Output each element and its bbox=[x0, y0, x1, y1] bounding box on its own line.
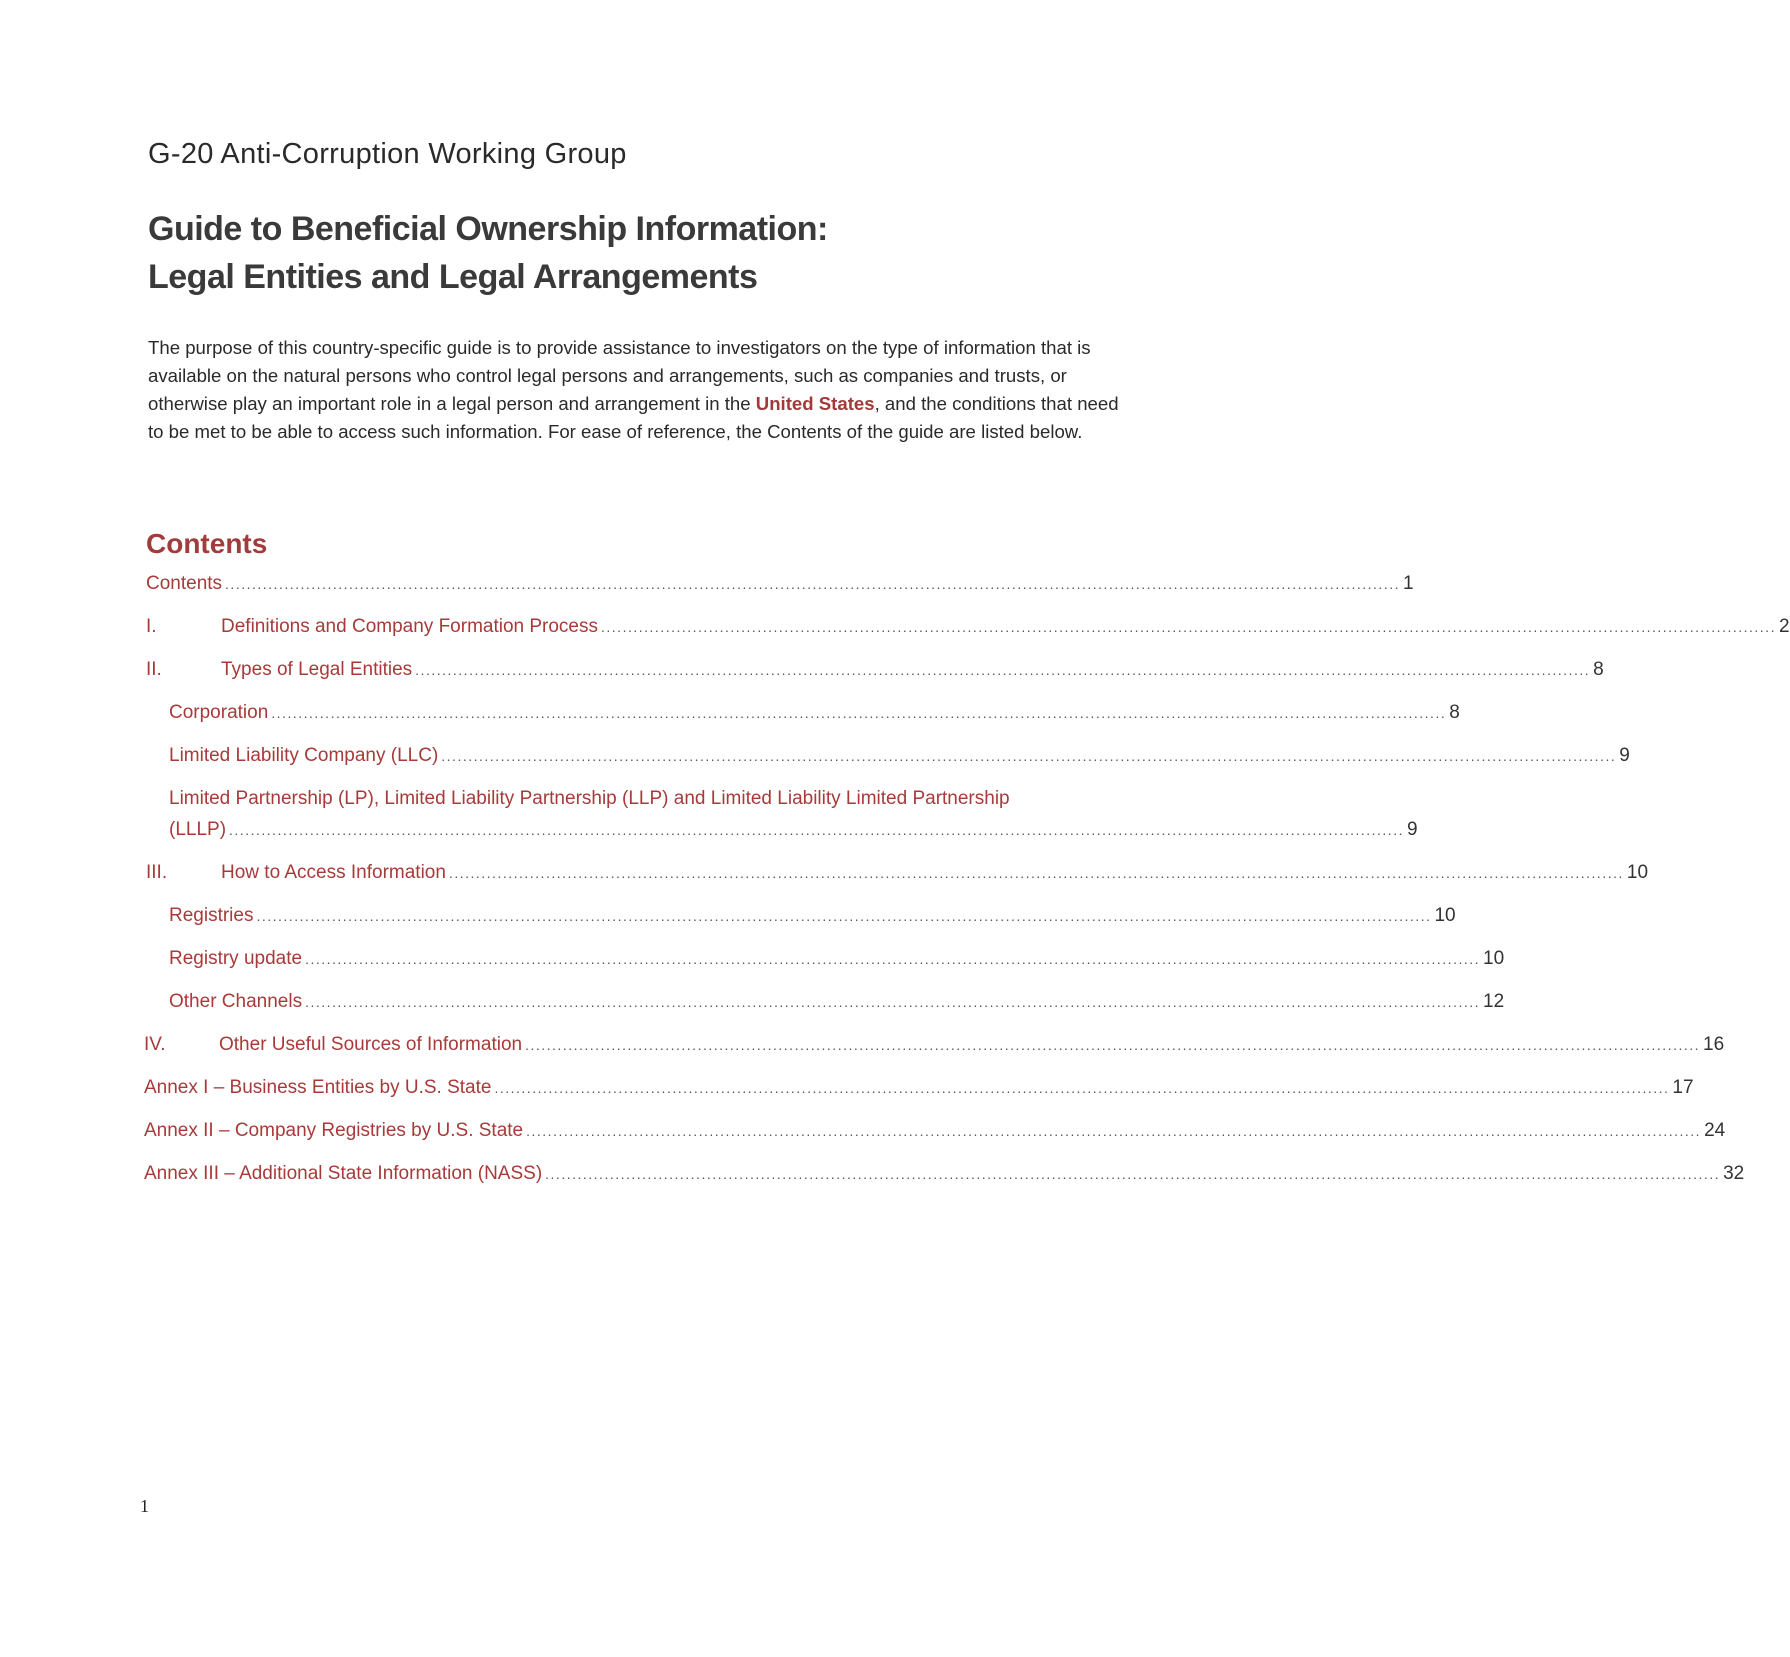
toc-entry-how-to-access[interactable] bbox=[146, 862, 1649, 890]
toc-entry-page: 2 bbox=[1778, 616, 1790, 637]
toc-entry-label: Other Channels bbox=[169, 991, 303, 1012]
toc-entry-page: 10 bbox=[1434, 905, 1456, 926]
toc-entry-label: Limited Liability Company (LLC) bbox=[169, 745, 439, 766]
toc-entry-annex-3[interactable] bbox=[144, 1163, 1745, 1191]
toc-dot-leader: .......................................................................................................................................................................................................................... bbox=[225, 576, 1400, 592]
toc-entry-label: Contents bbox=[146, 573, 223, 594]
toc-entry-page: 16 bbox=[1703, 1034, 1725, 1055]
toc-entry-contents[interactable] bbox=[146, 573, 1414, 601]
working-group-heading: G-20 Anti-Corruption Working Group bbox=[148, 138, 627, 170]
toc-entry-page: 8 bbox=[1449, 702, 1460, 723]
toc-entry-page: 9 bbox=[1406, 819, 1418, 840]
title-line-2: Legal Entities and Legal Arrangements bbox=[148, 258, 758, 296]
toc-entry-partnership[interactable] bbox=[169, 819, 1418, 847]
toc-dot-leader: .......................................................................................................................................................................................................................... bbox=[305, 994, 1481, 1010]
toc-dot-leader: .......................................................................................................................................................................................................................... bbox=[448, 865, 1624, 881]
toc-entry-label: Registries bbox=[169, 905, 254, 926]
toc-entry-label: Other Useful Sources of Information bbox=[219, 1034, 523, 1055]
toc-dot-leader: .......................................................................................................................................................................................................................... bbox=[256, 908, 1432, 924]
toc-entry-label: How to Access Information bbox=[221, 862, 446, 883]
toc-entry-page: 17 bbox=[1672, 1077, 1694, 1098]
toc-entry-page: 1 bbox=[1403, 573, 1414, 594]
toc-entry-annex-2[interactable] bbox=[144, 1120, 1726, 1148]
toc-dot-leader: .......................................................................................................................................................................................................................... bbox=[526, 1123, 1702, 1139]
toc-dot-leader: .......................................................................................................................................................................................................................... bbox=[229, 822, 1404, 838]
page-number: 1 bbox=[140, 1496, 149, 1516]
contents-heading: Contents bbox=[146, 528, 268, 559]
toc-entry-registry-update[interactable] bbox=[169, 948, 1505, 976]
toc-entry-label: Corporation bbox=[169, 702, 269, 723]
toc-dot-leader: .......................................................................................................................................................................................................................... bbox=[525, 1037, 1701, 1053]
toc-entry-llc[interactable] bbox=[169, 745, 1630, 773]
toc-entry-number: III. bbox=[146, 862, 168, 883]
toc-dot-leader: .......................................................................................................................................................................................................................... bbox=[441, 748, 1617, 764]
toc-dot-leader: .......................................................................................................................................................................................................................... bbox=[271, 705, 1447, 721]
toc-entry-definitions[interactable] bbox=[146, 616, 1790, 644]
toc-entry-page: 10 bbox=[1483, 948, 1505, 969]
toc-dot-leader: .......................................................................................................................................................................................................................... bbox=[415, 662, 1591, 678]
toc-entry-page: 24 bbox=[1704, 1120, 1726, 1141]
toc-entry-label: Registry update bbox=[169, 948, 303, 969]
toc-entry-other-channels[interactable] bbox=[169, 991, 1505, 1019]
toc-dot-leader: .......................................................................................................................................................................................................................... bbox=[305, 951, 1481, 967]
toc-entry-page: 10 bbox=[1626, 862, 1649, 883]
intro-text-start: The purpose of this country-specific guide is to provide assistance to investigators on the type of information that is available on the natural persons who control legal persons and arrangements, such as companies and trusts, or otherwise play an important role in a legal person and arrangement in the bbox=[148, 337, 1091, 414]
intro-text-end: , and the conditions that need to be met to be able to access such information. For ease of reference, the Contents of the guide are listed below. bbox=[148, 393, 1119, 442]
toc-entry-number: I. bbox=[146, 616, 157, 637]
toc-entry-types-of-legal-entities[interactable] bbox=[146, 659, 1604, 687]
toc-entry-other-sources[interactable] bbox=[144, 1034, 1725, 1062]
toc-entry-label: Types of Legal Entities bbox=[221, 659, 413, 680]
toc-entry-page: 12 bbox=[1483, 991, 1505, 1012]
toc-entry-annex-1[interactable] bbox=[144, 1077, 1694, 1105]
toc-entry-number: IV. bbox=[144, 1034, 166, 1055]
toc-dot-leader: .......................................................................................................................................................................................................................... bbox=[494, 1080, 1670, 1096]
toc-entry-page: 9 bbox=[1619, 745, 1630, 766]
toc-dot-leader: .......................................................................................................................................................................................................................... bbox=[545, 1166, 1721, 1182]
toc-entry-page: 32 bbox=[1723, 1163, 1745, 1184]
toc-entry-label: Annex I – Business Entities by U.S. State bbox=[144, 1077, 492, 1098]
title-line-1: Guide to Beneficial Ownership Information: bbox=[148, 210, 828, 248]
toc-entry-label: Definitions and Company Formation Process bbox=[221, 616, 599, 637]
toc-entry-label: Annex II – Company Registries by U.S. State bbox=[144, 1120, 524, 1141]
toc-dot-leader: .......................................................................................................................................................................................................................... bbox=[601, 619, 1776, 635]
toc-entry-partnership-line1[interactable]: Limited Partnership (LP), Limited Liability Partnership (LLP) and Limited Liability Limited Partnership bbox=[169, 788, 1010, 809]
toc-entry-number: II. bbox=[146, 659, 162, 680]
toc-entry-registries[interactable] bbox=[169, 905, 1456, 933]
country-name: United States bbox=[755, 393, 875, 414]
toc-entry-corporation[interactable] bbox=[169, 702, 1460, 730]
toc-entry-label: Annex III – Additional State Information (NASS) bbox=[144, 1163, 543, 1184]
toc-entry-label-continued: (LLLP) bbox=[169, 819, 227, 840]
toc-entry-page: 8 bbox=[1593, 659, 1604, 680]
